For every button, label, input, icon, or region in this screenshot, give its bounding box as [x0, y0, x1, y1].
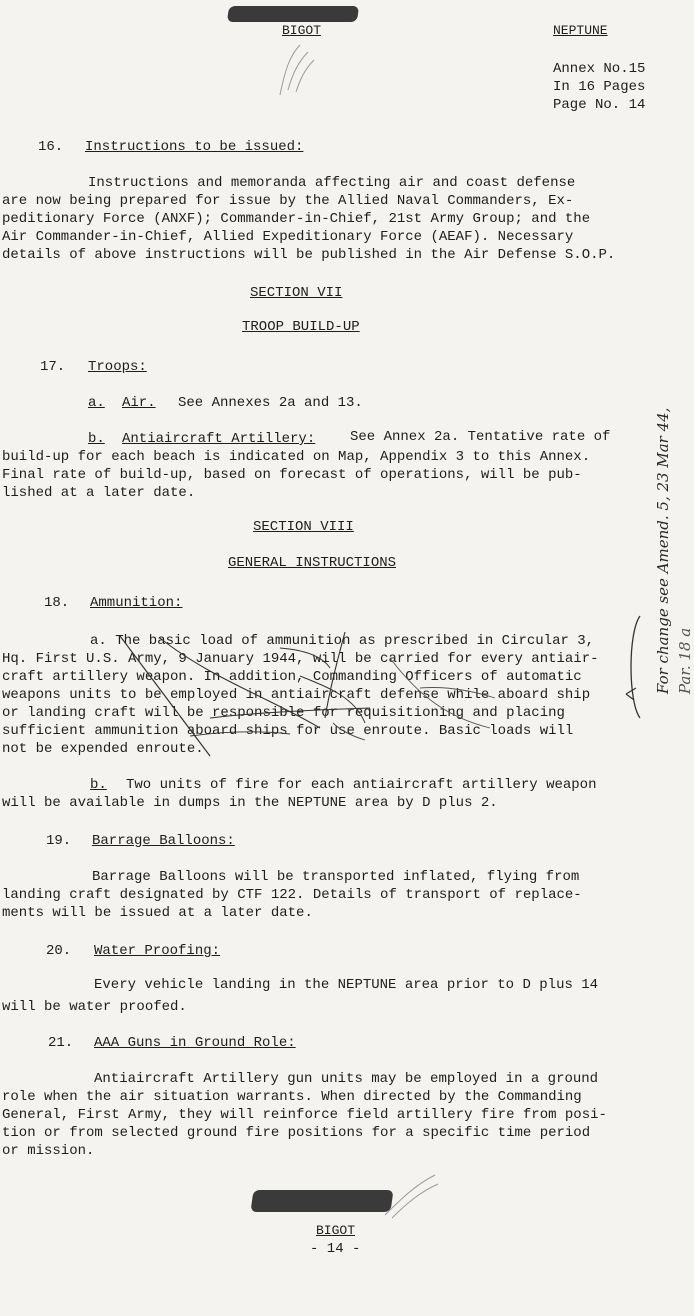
- para-16-line-1: Instructions and memoranda affecting air and coast defense: [88, 175, 576, 191]
- redaction-bar-top: [227, 6, 359, 22]
- para-18-number: 18.: [44, 595, 70, 611]
- para-20-line-2: will be water proofed.: [2, 999, 187, 1015]
- para-17b-line-3: Final rate of build-up, based on forecast of operations, will be pub-: [2, 467, 582, 483]
- para-18a-line-5: or landing craft will be responsible for requisitioning and placing: [2, 705, 565, 721]
- section-7-title: SECTION VII: [250, 285, 343, 301]
- para-21-line-4: tion or from selected ground fire positions for a specific time period: [2, 1125, 591, 1141]
- para-21-line-3: General, First Army, they will reinforce field artillery fire from posi-: [2, 1107, 607, 1123]
- section-8-title: SECTION VIII: [253, 519, 354, 535]
- para-17-number: 17.: [40, 359, 66, 375]
- para-17a-title: Air.: [122, 395, 156, 411]
- para-16-line-3: peditionary Force (ANXF); Commander-in-Chief, 21st Army Group; and the: [2, 211, 591, 227]
- para-17-heading: Troops:: [88, 359, 147, 375]
- para-17a-text: See Annexes 2a and 13.: [178, 395, 363, 411]
- section-8-subtitle: GENERAL INSTRUCTIONS: [228, 555, 397, 571]
- redaction-bar-bottom: [250, 1190, 393, 1212]
- para-18a-line-3: craft artillery weapon. In addition, Commanding Officers of automatic: [2, 669, 582, 685]
- para-18a-line-7: not be expended enroute.: [2, 741, 204, 757]
- para-18b-second: will be available in dumps in the NEPTUNE area by D plus 2.: [2, 795, 498, 811]
- margin-bracket: [622, 612, 646, 722]
- page-number-footer: - 14 -: [310, 1241, 361, 1257]
- page-number-header: Page No. 14: [553, 97, 646, 113]
- para-18a-line-4: weapons units to be employed in antiaircraft defense while aboard ship: [2, 687, 591, 703]
- para-17b-title: Antiaircraft Artillery:: [122, 431, 316, 447]
- para-17b-line-4: lished at a later date.: [2, 485, 196, 501]
- codename-header: NEPTUNE: [553, 23, 608, 38]
- para-18-heading: Ammunition:: [90, 595, 183, 611]
- para-16-line-4: Air Commander-in-Chief, Allied Expeditionary Force (AEAF). Necessary: [2, 229, 574, 245]
- para-18b-label: b.: [90, 777, 107, 793]
- para-18a-line-2: Hq. First U.S. Army, 9 January 1944, will be carried for every antiair-: [2, 651, 599, 667]
- para-21-line-1: Antiaircraft Artillery gun units may be employed in a ground: [94, 1071, 599, 1087]
- handwritten-margin-note-line-1: For change see Amend. 5, 23 Mar 44,: [654, 407, 672, 694]
- handwritten-margin-note-line-2: Par. 18 a: [676, 627, 694, 694]
- para-16-line-5: details of above instructions will be published in the Air Defense S.O.P.: [2, 247, 616, 263]
- para-17b-first: See Annex 2a. Tentative rate of: [350, 429, 611, 445]
- para-16-number: 16.: [38, 139, 64, 155]
- para-17b-line-2: build-up for each beach is indicated on Map, Appendix 3 to this Annex.: [2, 449, 591, 465]
- para-19-line-3: ments will be issued at a later date.: [2, 905, 313, 921]
- annex-number: Annex No.15: [553, 61, 646, 77]
- para-20-number: 20.: [46, 943, 72, 959]
- para-18a-line-6: sufficient ammunition aboard ships for use enroute. Basic loads will: [2, 723, 574, 739]
- para-21-line-2: role when the air situation warrants. When directed by the Commanding: [2, 1089, 582, 1105]
- para-16-heading: Instructions to be issued:: [85, 139, 304, 155]
- para-21-heading: AAA Guns in Ground Role:: [94, 1035, 296, 1051]
- faint-stamp-top: [270, 40, 320, 100]
- para-18a-line-1: a. The basic load of ammunition as prescribed in Circular 3,: [90, 633, 595, 649]
- para-19-number: 19.: [46, 833, 72, 849]
- classification-top: BIGOT: [282, 23, 322, 38]
- para-20-heading: Water Proofing:: [94, 943, 221, 959]
- para-21-number: 21.: [48, 1035, 74, 1051]
- para-20-line-1: Every vehicle landing in the NEPTUNE area prior to D plus 14: [94, 977, 599, 993]
- classification-bottom: BIGOT: [316, 1223, 356, 1238]
- para-16-line-2: are now being prepared for issue by the Allied Naval Commanders, Ex-: [2, 193, 574, 209]
- section-7-subtitle: TROOP BUILD-UP: [242, 319, 360, 335]
- para-19-line-2: landing craft designated by CTF 122. Details of transport of replace-: [2, 887, 582, 903]
- para-18b-first: Two units of fire for each antiaircraft artillery weapon: [126, 777, 597, 793]
- para-21-line-5: or mission.: [2, 1143, 95, 1159]
- para-19-heading: Barrage Balloons:: [92, 833, 235, 849]
- para-17a-label: a.: [88, 395, 105, 411]
- para-17b-label: b.: [88, 431, 105, 447]
- para-19-line-1: Barrage Balloons will be transported inflated, flying from: [92, 869, 580, 885]
- faint-stamp-bottom: [380, 1170, 440, 1220]
- pages-count: In 16 Pages: [553, 79, 646, 95]
- handwritten-strike-marks: [90, 628, 610, 763]
